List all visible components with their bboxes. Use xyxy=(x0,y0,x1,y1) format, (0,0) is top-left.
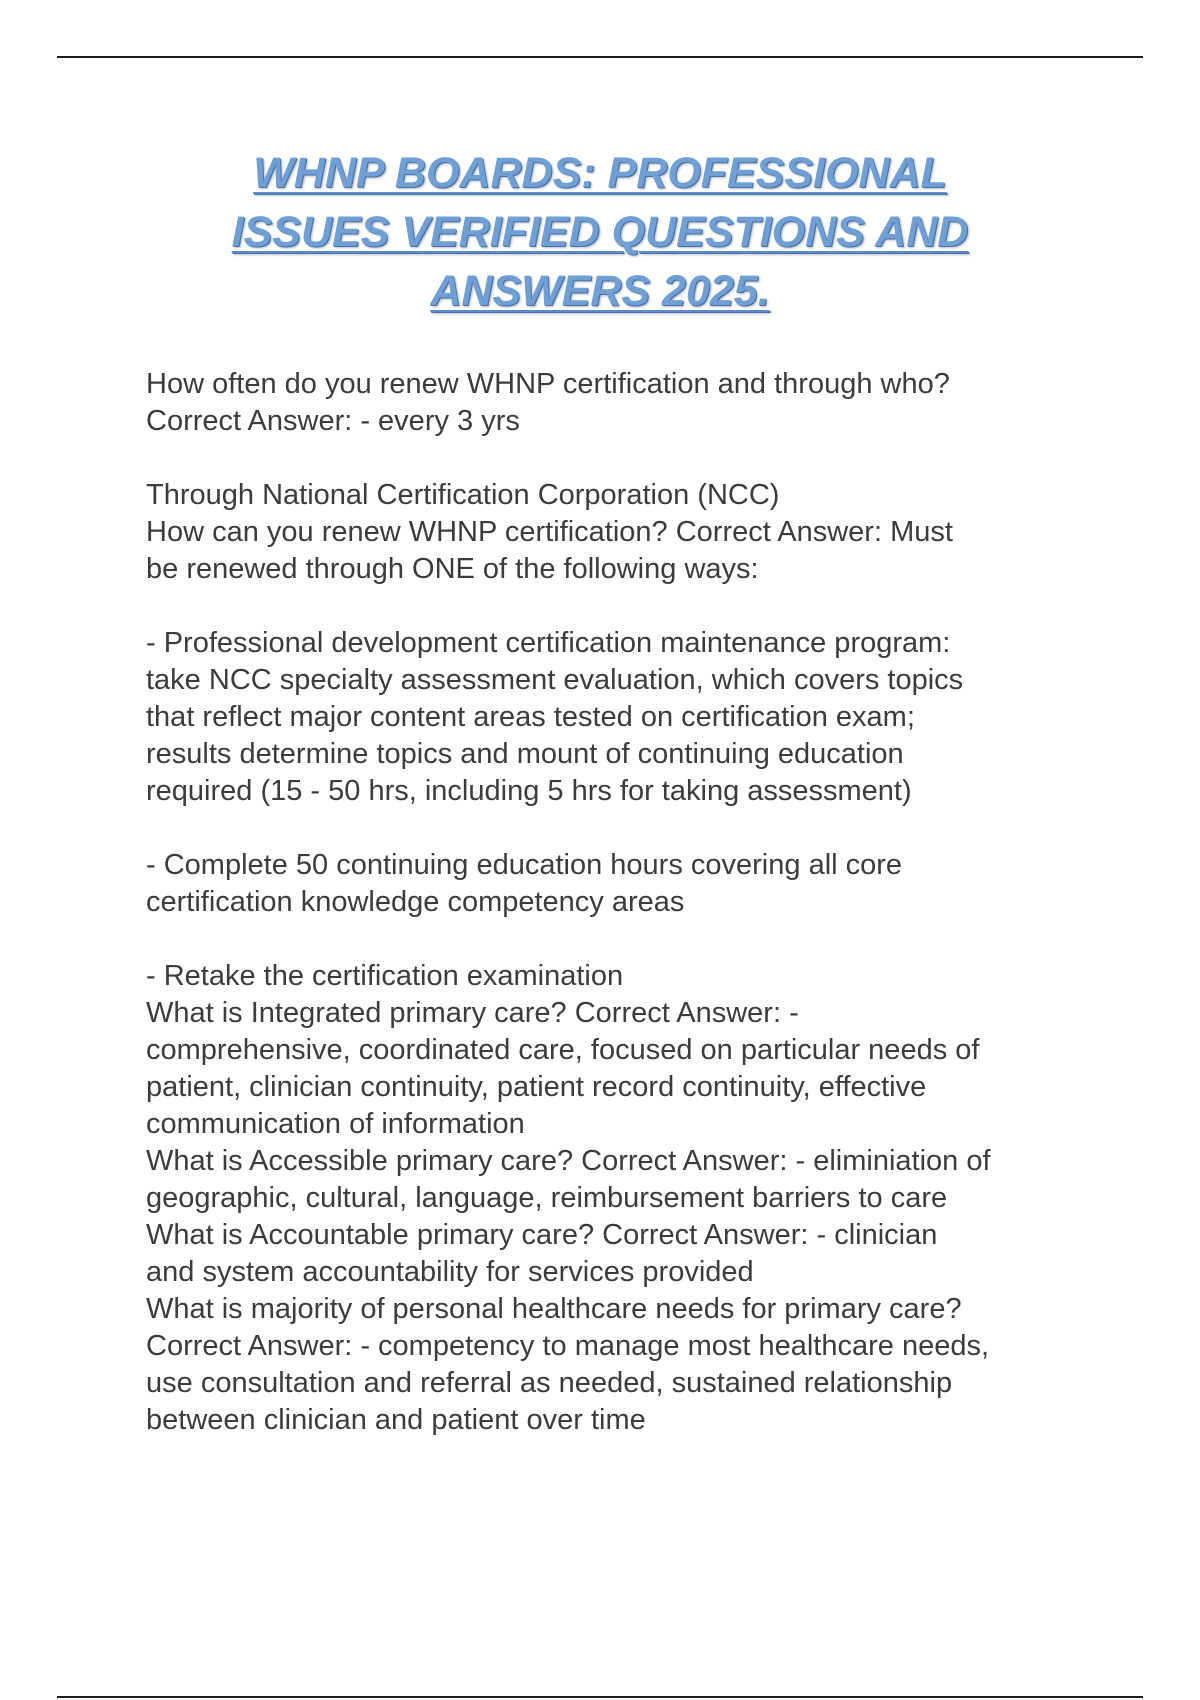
text-line: What is majority of personal healthcare needs for primary care? xyxy=(146,1293,962,1325)
text-line: What is Integrated primary care? Correct Answer: - xyxy=(146,997,799,1029)
paragraph-gap xyxy=(146,810,1096,847)
text-line: - Professional development certification maintenance program: xyxy=(146,627,951,659)
text-line: Through National Certification Corporation (NCC) xyxy=(146,479,780,511)
text-line: and system accountability for services provided xyxy=(146,1256,754,1288)
title-line-3: ANSWERS 2025. xyxy=(430,267,770,315)
title-line-1: WHNP BOARDS: PROFESSIONAL xyxy=(253,149,947,197)
text-line: What is Accessible primary care? Correct Answer: - eliminiation of xyxy=(146,1145,991,1177)
text-line: comprehensive, coordinated care, focused on particular needs of xyxy=(146,1034,980,1066)
text-line: What is Accountable primary care? Correct Answer: - clinician xyxy=(146,1219,938,1251)
text-line: - Complete 50 continuing education hours covering all core xyxy=(146,849,903,881)
document-body xyxy=(146,366,1096,1439)
text-line: results determine topics and mount of continuing education xyxy=(146,738,904,770)
paragraph-gap xyxy=(146,588,1096,625)
text-line: required (15 - 50 hrs, including 5 hrs for taking assessment) xyxy=(146,775,912,807)
text-line: communication of information xyxy=(146,1108,525,1140)
text-line: use consultation and referral as needed, sustained relationship xyxy=(146,1367,953,1399)
text-line: geographic, cultural, language, reimbursement barriers to care xyxy=(146,1182,948,1214)
document-title xyxy=(120,144,1080,321)
text-line: between clinician and patient over time xyxy=(146,1404,646,1436)
text-line: How can you renew WHNP certification? Correct Answer: Must xyxy=(146,516,953,548)
text-line: patient, clinician continuity, patient record continuity, effective xyxy=(146,1071,927,1103)
text-line: Correct Answer: - every 3 yrs xyxy=(146,405,520,437)
text-line: be renewed through ONE of the following ways: xyxy=(146,553,759,585)
text-line: - Retake the certification examination xyxy=(146,960,624,992)
text-line: certification knowledge competency areas xyxy=(146,886,685,918)
title-line-2: ISSUES VERIFIED QUESTIONS AND xyxy=(231,208,969,256)
text-line: that reflect major content areas tested on certification exam; xyxy=(146,701,915,733)
paragraph-gap xyxy=(146,921,1096,958)
text-line: take NCC specialty assessment evaluation, which covers topics xyxy=(146,664,964,696)
text-line: Correct Answer: - competency to manage most healthcare needs, xyxy=(146,1330,990,1362)
text-line: How often do you renew WHNP certification and through who? xyxy=(146,368,950,400)
paragraph-gap xyxy=(146,440,1096,477)
bottom-rule xyxy=(57,1696,1143,1698)
top-rule xyxy=(57,56,1143,58)
